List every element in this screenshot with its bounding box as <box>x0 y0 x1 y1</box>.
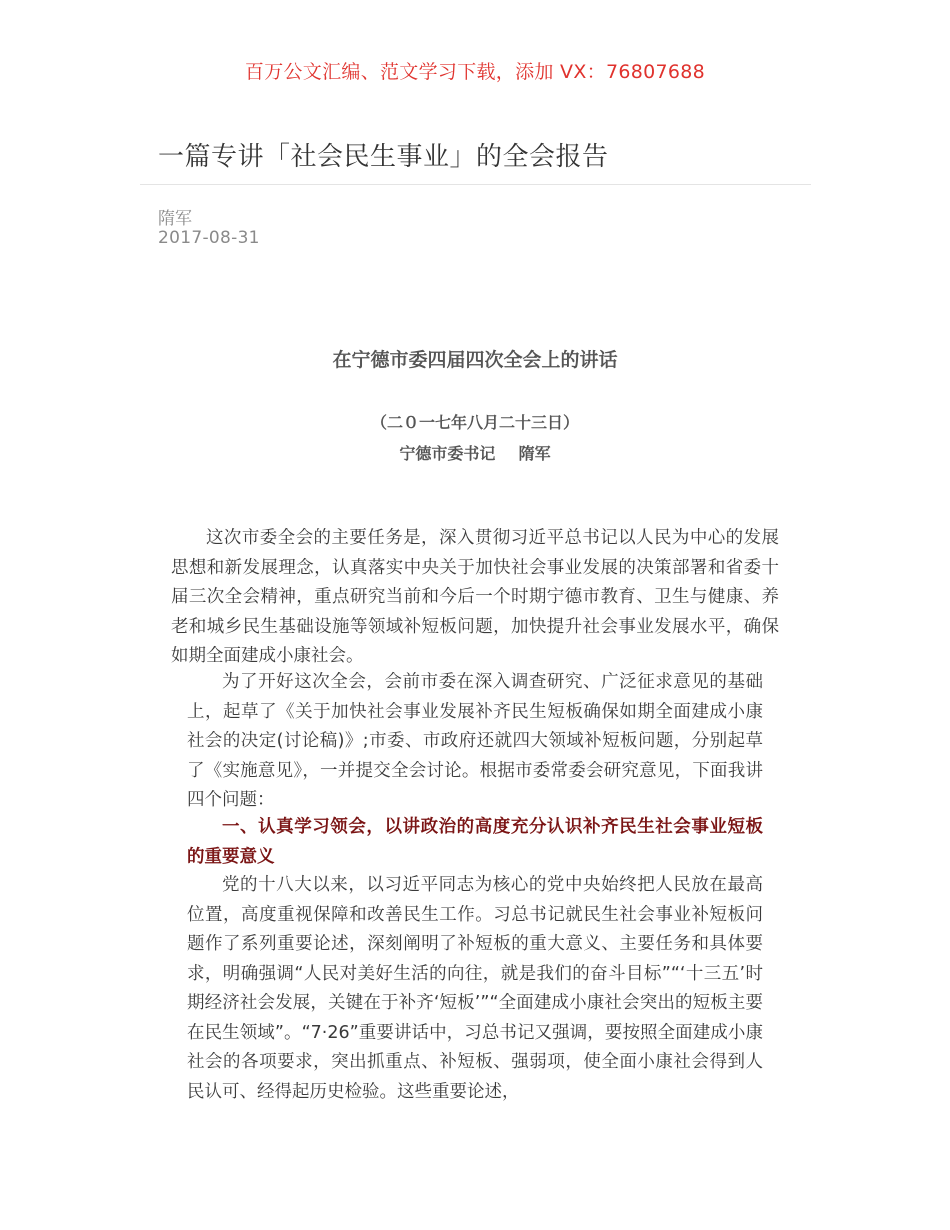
body-paragraph: 这次市委全会的主要任务是，深入贯彻习近平总书记以人民为中心的发展思想和新发展理念，认真落实中央关于加快社会事业发展的决策部署和省委十届三次全会精神，重点研究当前和今后一个时期宁德市教育、卫生与健康、养老和城乡民生基础设施等领域补短板问题，加快提升社会事业发展水平，确保如期全面建成小康社会。 <box>171 528 779 666</box>
article-title: 一篇专讲「社会民生事业」的全会报告 <box>158 142 609 172</box>
article-date: 2017-08-31 <box>158 228 260 248</box>
promo-banner: 百万公文汇编、范文学习下载，添加 VX：76807688 <box>244 61 706 83</box>
title-divider <box>140 184 811 185</box>
section-heading: 一、认真学习领会，以讲政治的高度充分认识补齐民生社会事业短板的重要意义 <box>187 817 763 867</box>
speech-date: （二０一七年八月二十三日） <box>370 413 579 432</box>
speech-speaker: 宁德市委书记 隋军 <box>399 444 551 463</box>
body-paragraph: 为了开好这次全会，会前市委在深入调查研究、广泛征求意见的基础上，起草了《关于加快社会事业发展补齐民生短板确保如期全面建成小康社会的决定(讨论稿)》;市委、市政府还就四大领域补短板问题，分别起草了《实施意见》，一并提交全会讨论。根据市委常委会研究意见，下面我讲四个问题： <box>187 672 763 810</box>
body-paragraph: 党的十八大以来，以习近平同志为核心的党中央始终把人民放在最高位置，高度重视保障和改善民生工作。习总书记就民生社会事业补短板问题作了系列重要论述，深刻阐明了补短板的重大意义、主要任务和具体要求，明确强调“人民对美好生活的向往，就是我们的奋斗目标”“‘十三五’时期经济社会发展，关键在于补齐‘短板’”“全面建成小康社会突出的短板主要在民生领域”。“7·26”重要讲话中，习总书记又强调，要按照全面建成小康社会的各项要求，突出抓重点、补短板、强弱项，使全面小康社会得到人民认可、经得起历史检验。这些重要论述， <box>187 875 763 1102</box>
speech-title: 在宁德市委四届四次全会上的讲话 <box>332 349 618 371</box>
article-author: 隋军 <box>158 209 192 229</box>
